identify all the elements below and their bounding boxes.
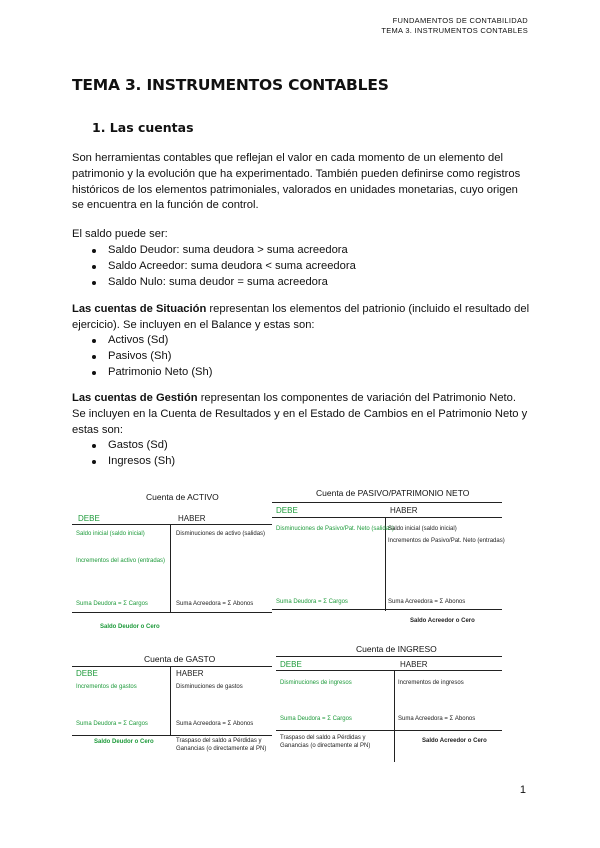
page-number: 1 [519, 784, 526, 796]
pasivo-d1: Disminuciones de Pasivo/Pat. Neto (salidas) [276, 526, 395, 532]
pasivo-account [272, 486, 505, 631]
activo-account [72, 490, 272, 635]
list-item: Pasivos (Sh) [92, 349, 212, 365]
ingreso-bottom-rule [276, 730, 502, 731]
running-header [381, 16, 528, 36]
intro-paragraph: Son herramientas contables que reflejan el valor en cada momento de un elemento del patrimonio y la evolución que ha experimentado. También pueden definirse como registros históricos de los elementos patrimoniales, valorados en unidades monetarias, cuyo origen se encuentra en la función de control. [72, 152, 521, 212]
pasivo-debe: DEBE [276, 506, 298, 515]
ingreso-haber: HABER [400, 660, 428, 669]
pasivo-top-rule [272, 502, 502, 503]
pasivo-mid-rule [272, 517, 502, 518]
gasto-title: Cuenta de GASTO [144, 654, 216, 664]
activo-h1: Disminuciones de activo (salidas) [176, 531, 266, 537]
activo-title: Cuenta de ACTIVO [146, 492, 219, 502]
situacion-list [92, 333, 212, 380]
situacion-text: representan los elementos del patrionio (incluido el resultado del ejercicio). Se incluyen en el Balance y estas son: [72, 303, 530, 331]
activo-top-rule [72, 524, 272, 525]
saldo-list [92, 243, 356, 290]
activo-dsum: Suma Deudora = Σ Cargos [76, 601, 148, 607]
pasivo-saldo: Saldo Acreedor o Cero [410, 618, 475, 624]
header-line-2: TEMA 3. INSTRUMENTOS CONTABLES [381, 26, 528, 35]
list-item: Activos (Sd) [92, 333, 212, 349]
situacion-paragraph [72, 302, 532, 334]
ingreso-divider [394, 670, 395, 762]
gasto-debe: DEBE [76, 669, 98, 678]
pasivo-h2: Incrementos de Pasivo/Pat. Neto (entradas) [388, 538, 505, 544]
gasto-bottom-rule [72, 735, 272, 736]
pasivo-hsum: Suma Acreedora = Σ Abonos [388, 599, 466, 605]
pasivo-h1: Saldo inicial (saldo inicial) [388, 526, 457, 532]
ingreso-d1: Disminuciones de ingresos [280, 680, 352, 686]
list-item: Ingresos (Sh) [92, 454, 175, 470]
gestion-bold: Las cuentas de Gestión [72, 392, 198, 404]
gasto-divider [170, 666, 171, 735]
ingreso-account [276, 642, 502, 762]
ingreso-debe: DEBE [280, 660, 302, 669]
ingreso-title: Cuenta de INGRESO [356, 644, 437, 654]
gasto-h1: Disminuciones de gastos [176, 684, 243, 690]
activo-d1: Saldo inicial (saldo inicial) [76, 531, 145, 537]
ingreso-hsum: Suma Acreedora = Σ Abonos [398, 716, 476, 722]
gasto-haber: HABER [176, 669, 204, 678]
activo-bottom-rule [72, 612, 272, 613]
list-item: Saldo Deudor: suma deudora > suma acreedora [92, 243, 356, 259]
activo-hsum: Suma Acreedora = Σ Abonos [176, 601, 254, 607]
page-title: TEMA 3. INSTRUMENTOS CONTABLES [72, 76, 389, 94]
pasivo-dsum: Suma Deudora = Σ Cargos [276, 599, 348, 605]
gestion-paragraph [72, 391, 532, 438]
situacion-bold: Las cuentas de Situación [72, 303, 207, 315]
gasto-saldo: Saldo Deudor o Cero [94, 739, 154, 745]
pasivo-title: Cuenta de PASIVO/PATRIMONIO NETO [316, 488, 470, 498]
activo-debe: DEBE [78, 514, 100, 523]
gestion-list [92, 438, 175, 470]
gasto-d1: Incrementos de gastos [76, 684, 137, 690]
ingreso-h1: Incrementos de ingresos [398, 680, 464, 686]
activo-haber: HABER [178, 514, 206, 523]
list-item: Saldo Acreedor: suma deudora < suma acreedora [92, 259, 356, 275]
ingreso-mid-rule [276, 670, 502, 671]
activo-divider [170, 524, 171, 612]
ingreso-dsum: Suma Deudora = Σ Cargos [280, 716, 352, 722]
saldo-intro: El saldo puede ser: [72, 228, 168, 240]
section-heading: 1. Las cuentas [92, 120, 194, 135]
ingreso-saldo: Saldo Acreedor o Cero [422, 738, 487, 744]
list-item: Saldo Nulo: suma deudor = suma acreedora [92, 275, 356, 291]
gasto-dsum: Suma Deudora = Σ Cargos [76, 721, 148, 727]
pasivo-bottom-rule [272, 609, 502, 610]
ingreso-top-rule [276, 656, 502, 657]
gasto-hsum: Suma Acreedora = Σ Abonos [176, 721, 254, 727]
pasivo-haber: HABER [390, 506, 418, 515]
header-line-1: FUNDAMENTOS DE CONTABILIDAD [392, 16, 528, 25]
gestion-text: representan los componentes de variación del Patrimonio Neto. Se incluyen en la Cuenta de Resultados y en el Estado de Cambios en el Patrimonio Neto y estas son: [72, 392, 528, 436]
activo-d2: Incrementos del activo (entradas) [76, 558, 166, 564]
activo-saldo: Saldo Deudor o Cero [100, 624, 160, 630]
gasto-traspaso: Traspaso del saldo a Pérdidas y Ganancias (o directamente al PN) [176, 738, 267, 752]
list-item: Gastos (Sd) [92, 438, 175, 454]
list-item: Patrimonio Neto (Sh) [92, 365, 212, 381]
ingreso-traspaso: Traspaso del saldo a Pérdidas y Ganancias (o directamente al PN) [280, 735, 371, 749]
gasto-top-rule [72, 666, 272, 667]
gasto-account [72, 652, 272, 762]
